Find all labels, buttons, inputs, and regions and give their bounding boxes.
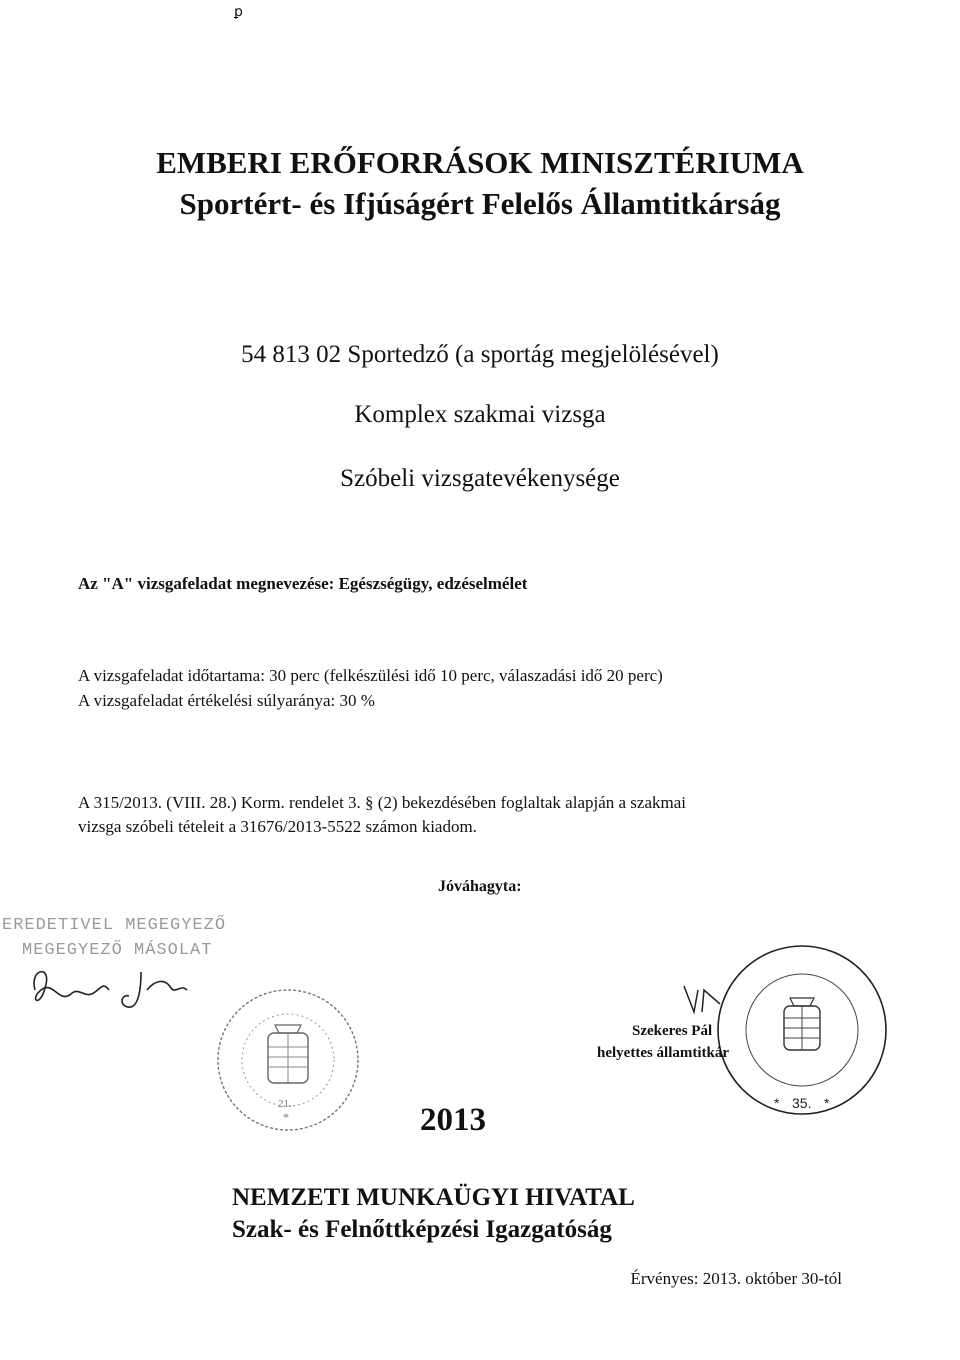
svg-text:*: * [283, 1110, 289, 1124]
task-title: Az "A" vizsgafeladat megnevezése: Egészségügy, edzéselmélet [78, 574, 528, 593]
official-round-stamp-right [712, 940, 892, 1120]
official-round-stamp-left [213, 985, 363, 1135]
legal-line-2: vizsga szóbeli tételeit a 31676/2013-5522 számon kiadom. [78, 817, 477, 836]
exam-type: Komplex szakmai vizsga [354, 401, 606, 428]
left-stamp-number: 21. [278, 1098, 292, 1110]
page-mark: ꝑ [234, 5, 243, 20]
legal-line-1: A 315/2013. (VIII. 28.) Korm. rendelet 3. § (2) bekezdésében foglaltak alapján a szakmai [78, 793, 687, 812]
approval-label: Jóváhagyta: [438, 878, 522, 895]
validity-date: Érvényes: 2013. október 30-tól [630, 1269, 842, 1288]
secretariat-title: Sportért- és Ifjúságért Felelős Államtitkárság [179, 186, 781, 221]
signatory-title: helyettes államtitkár [597, 1045, 730, 1061]
task-duration: A vizsgafeladat időtartama: 30 perc (felkészülési idő 10 perc, válaszadási idő 20 perc) [78, 666, 663, 685]
copy-stamp-line-2: MEGEGYEZŐ MÁSOLAT [22, 941, 213, 960]
qualification-title: 54 813 02 Sportedző (a sportág megjelölésével) [241, 341, 719, 368]
right-stamp-number: 35. [792, 1095, 812, 1111]
signatory-name: Szekeres Pál [632, 1023, 713, 1039]
issuing-office: NEMZETI MUNKAÜGYI HIVATAL [232, 1184, 635, 1211]
svg-text:*: * [824, 1095, 830, 1111]
document-year: 2013 [420, 1102, 486, 1138]
ministry-title: EMBERI ERŐFORRÁSOK MINISZTÉRIUMA [156, 145, 804, 180]
copy-stamp-line-1: EREDETIVEL MEGEGYEZŐ [2, 916, 227, 935]
exam-activity: Szóbeli vizsgatevékenysége [340, 465, 620, 492]
issuing-department: Szak- és Felnőttképzési Igazgatóság [232, 1216, 612, 1243]
handwritten-signature-left [25, 960, 215, 1030]
task-weight: A vizsgafeladat értékelési súlyaránya: 30 % [78, 691, 375, 710]
svg-text:*: * [774, 1095, 780, 1111]
